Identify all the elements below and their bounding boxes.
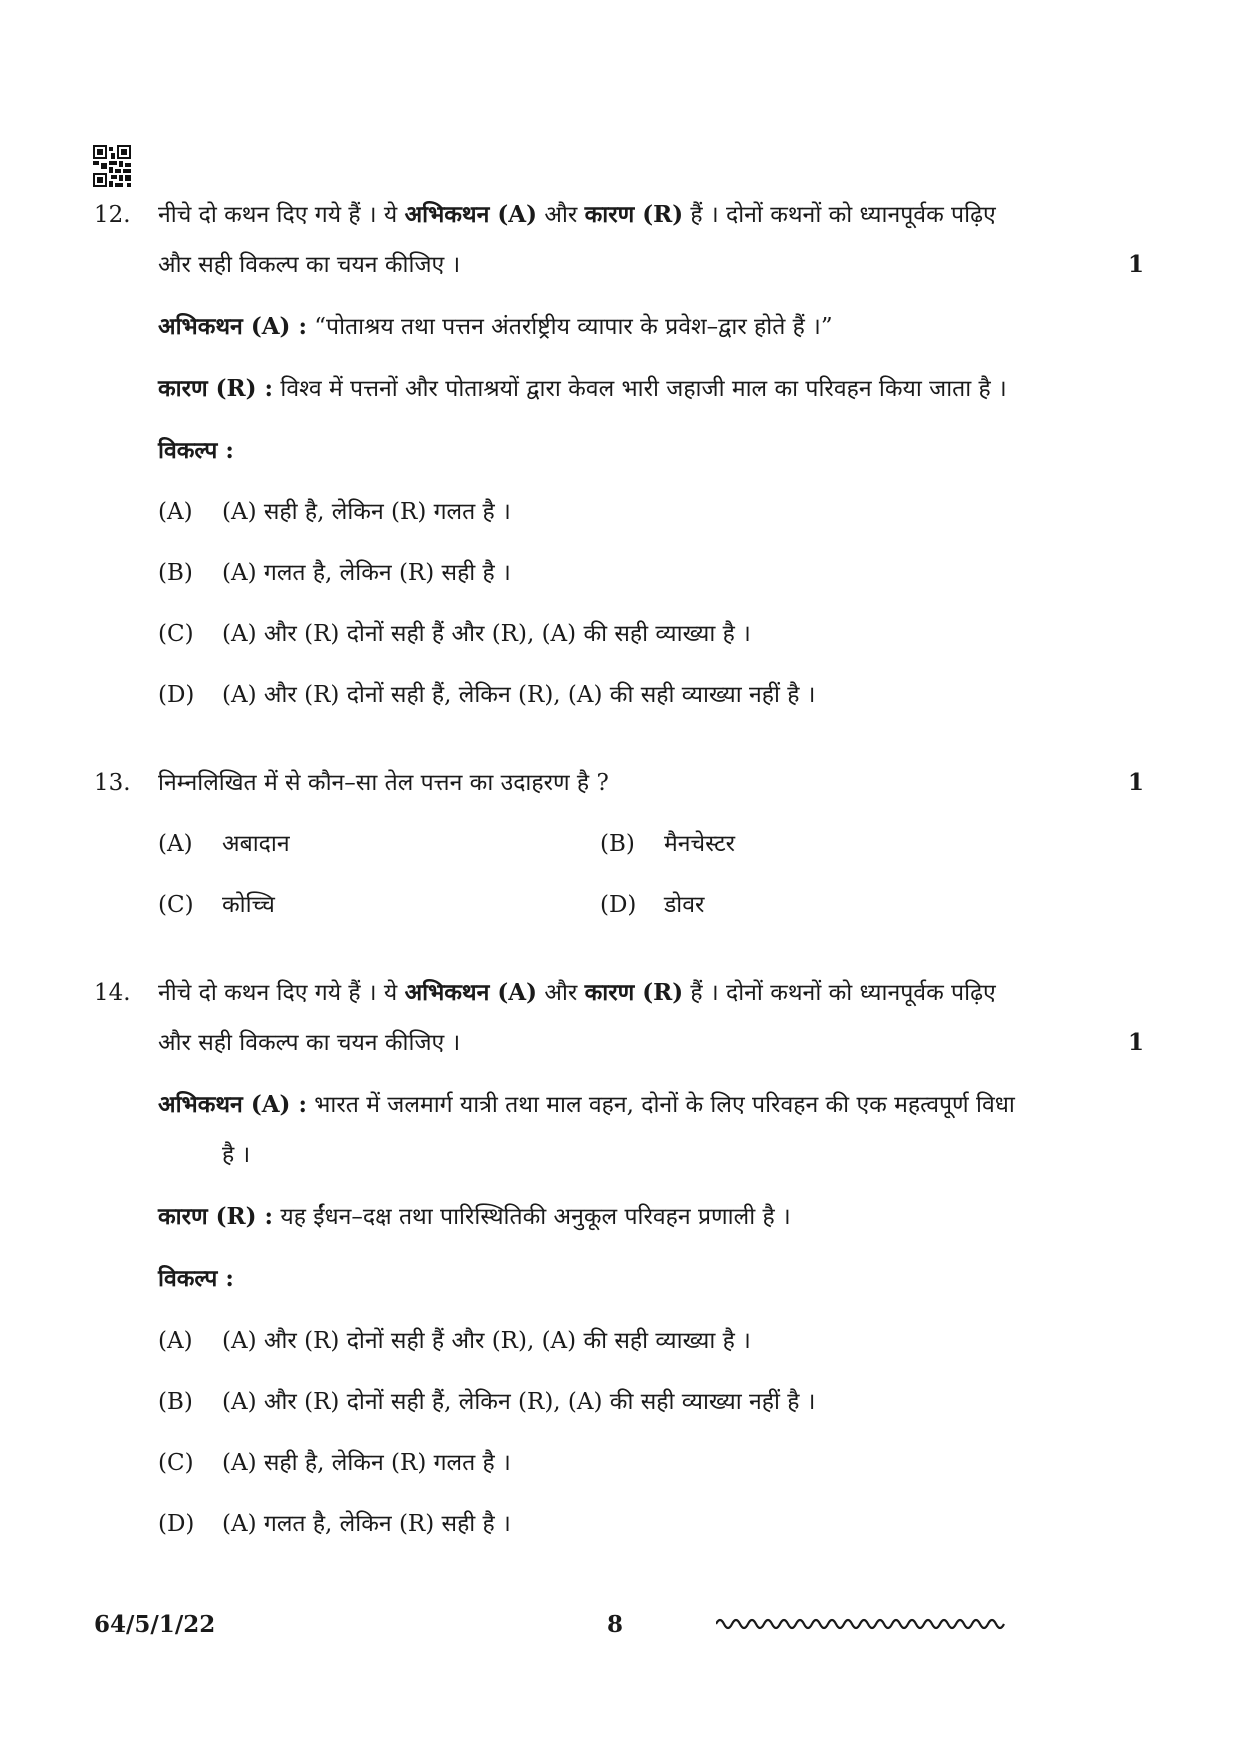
q14-option-a-label: (A)	[158, 1328, 193, 1354]
q14-reason-label: कारण (R) :	[158, 1203, 274, 1230]
q12-reason-text: विश्व में पत्तनों और पोताश्रयों द्वारा केवल भारी जहाजी माल का परिवहन किया जाता है ।	[273, 376, 1007, 402]
q13-option-a-label: (A)	[158, 831, 193, 857]
q12-option-d-text: (A) और (R) दोनों सही हैं, लेकिन (R), (A) की सही व्याख्या नहीं है ।	[222, 682, 816, 708]
q14-reason	[158, 1202, 791, 1232]
q12-option-c-label: (C)	[158, 621, 194, 647]
q12-text-and: और	[537, 202, 585, 228]
q12-option-b-label: (B)	[158, 560, 193, 586]
q12-marks: 1	[1128, 251, 1145, 278]
q14-text-end: हैं । दोनों कथनों को ध्यानपूर्वक पढ़िए	[683, 980, 996, 1006]
q14-reason-text: यह ईंधन–दक्ष तथा पारिस्थितिकी अनुकूल परिवहन प्रणाली है ।	[273, 1204, 791, 1230]
q14-marks: 1	[1128, 1029, 1145, 1056]
q12-text-end: हैं । दोनों कथनों को ध्यानपूर्वक पढ़िए	[683, 202, 996, 228]
q13-option-c-text: कोच्चि	[222, 892, 275, 918]
q14-assertion-text: भारत में जलमार्ग यात्री तथा माल वहन, दोनों के लिए परिवहन की एक महत्वपूर्ण विधा	[306, 1092, 1015, 1118]
q13-option-b-text: मैनचेस्टर	[664, 831, 736, 857]
page-number: 8	[607, 1611, 624, 1638]
q12-assertion-term: अभिकथन (A)	[404, 201, 538, 228]
q12-number: 12.	[94, 202, 131, 228]
q12-reason-label: कारण (R) :	[158, 375, 274, 402]
q14-options-label	[158, 1264, 234, 1294]
q12-option-a-label: (A)	[158, 499, 193, 525]
q14-text-and: और	[537, 980, 585, 1006]
q12-option-b-text: (A) गलत है, लेकिन (R) सही है ।	[222, 560, 511, 586]
q14-assertion-cont: है ।	[222, 1142, 251, 1168]
q14-option-d-text: (A) गलत है, लेकिन (R) सही है ।	[222, 1511, 511, 1537]
q13-marks: 1	[1128, 769, 1145, 796]
q14-line2: और सही विकल्प का चयन कीजिए ।	[158, 1030, 461, 1056]
q12-assertion	[158, 312, 833, 342]
q12-options-label	[158, 436, 234, 466]
q14-option-c-label: (C)	[158, 1450, 194, 1476]
q14-option-b-label: (B)	[158, 1389, 193, 1415]
q14-reason-term: कारण (R)	[584, 979, 684, 1006]
q12-options-heading: विकल्प :	[158, 437, 234, 464]
qr-code-icon	[93, 145, 143, 187]
q12-reason-term: कारण (R)	[584, 201, 684, 228]
wavy-line-decoration	[716, 1614, 1008, 1634]
q13-option-d-text: डोवर	[664, 892, 705, 918]
q13-option-b-label: (B)	[600, 831, 635, 857]
q12-option-c-text: (A) और (R) दोनों सही हैं और (R), (A) की सही व्याख्या है ।	[222, 621, 751, 647]
q12-option-d-label: (D)	[158, 682, 195, 708]
q12-reason	[158, 374, 1007, 404]
q13-text: निम्नलिखित में से कौन–सा तेल पत्तन का उदाहरण है ?	[158, 770, 609, 796]
q14-line1	[158, 978, 996, 1008]
q14-assertion-term: अभिकथन (A)	[404, 979, 538, 1006]
q13-number: 13.	[94, 770, 131, 796]
paper-code: 64/5/1/22	[94, 1611, 216, 1638]
q14-assertion-label: अभिकथन (A) :	[158, 1091, 307, 1118]
q12-line1	[158, 200, 996, 230]
q12-assertion-text: “पोताश्रय तथा पत्तन अंतर्राष्ट्रीय व्यापार के प्रवेश–द्वार होते हैं ।”	[306, 314, 833, 340]
q14-text: नीचे दो कथन दिए गये हैं । ये	[158, 980, 405, 1006]
q14-option-c-text: (A) सही है, लेकिन (R) गलत है ।	[222, 1450, 511, 1476]
q12-text: नीचे दो कथन दिए गये हैं । ये	[158, 202, 405, 228]
q14-option-b-text: (A) और (R) दोनों सही हैं, लेकिन (R), (A) की सही व्याख्या नहीं है ।	[222, 1389, 816, 1415]
q12-line2: और सही विकल्प का चयन कीजिए ।	[158, 252, 461, 278]
q14-option-d-label: (D)	[158, 1511, 195, 1537]
q14-number: 14.	[94, 980, 131, 1006]
q13-option-d-label: (D)	[600, 892, 637, 918]
q13-option-c-label: (C)	[158, 892, 194, 918]
q14-option-a-text: (A) और (R) दोनों सही हैं और (R), (A) की सही व्याख्या है ।	[222, 1328, 751, 1354]
q14-assertion	[158, 1090, 1015, 1120]
q12-assertion-label: अभिकथन (A) :	[158, 313, 307, 340]
q14-options-heading: विकल्प :	[158, 1265, 234, 1292]
q13-option-a-text: अबादान	[222, 831, 290, 857]
q12-option-a-text: (A) सही है, लेकिन (R) गलत है ।	[222, 499, 511, 525]
